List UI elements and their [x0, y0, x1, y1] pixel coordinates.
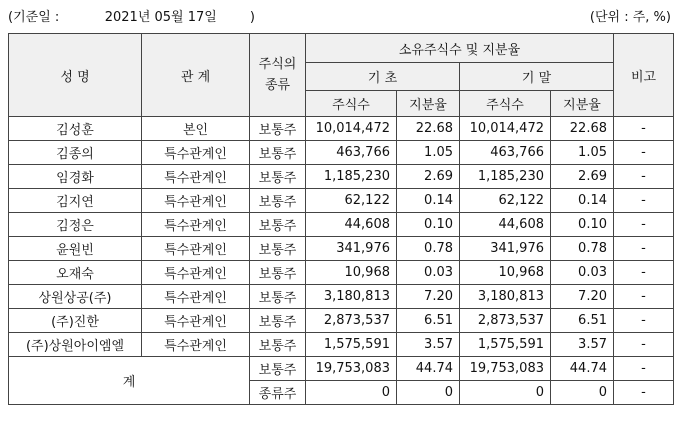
cell-type: 보통주: [250, 357, 306, 381]
col-holdings-group: 소유주식수 및 지분율: [306, 34, 614, 63]
cell-end-ratio: 0.10: [551, 213, 614, 237]
cell-type: 보통주: [250, 189, 306, 213]
cell-type: 보통주: [250, 237, 306, 261]
table-row: [9, 213, 674, 237]
cell-end-ratio: 7.20: [551, 285, 614, 309]
col-period-start: 기 초: [306, 63, 460, 91]
col-name: 성 명: [9, 34, 142, 117]
cell-relation: 특수관계인: [142, 213, 250, 237]
cell-type: 보통주: [250, 117, 306, 141]
cell-name: 김지연: [9, 189, 142, 213]
cell-start-shares: 44,608: [306, 213, 397, 237]
cell-end-shares: 19,753,083: [460, 357, 551, 381]
cell-end-shares: 1,185,230: [460, 165, 551, 189]
cell-start-ratio: 0.78: [397, 237, 460, 261]
cell-name: 김성훈: [9, 117, 142, 141]
cell-remark: -: [614, 309, 674, 333]
cell-type: 보통주: [250, 141, 306, 165]
cell-start-ratio: 0: [397, 381, 460, 405]
cell-remark: -: [614, 285, 674, 309]
cell-end-shares: 44,608: [460, 213, 551, 237]
cell-end-shares: 1,575,591: [460, 333, 551, 357]
cell-type: 보통주: [250, 309, 306, 333]
cell-start-ratio: 1.05: [397, 141, 460, 165]
cell-start-shares: 62,122: [306, 189, 397, 213]
col-relation: 관 계: [142, 34, 250, 117]
col-period-end: 기 말: [460, 63, 614, 91]
cell-end-ratio: 22.68: [551, 117, 614, 141]
cell-remark: -: [614, 357, 674, 381]
cell-end-ratio: 6.51: [551, 309, 614, 333]
cell-relation: 특수관계인: [142, 333, 250, 357]
cell-start-ratio: 22.68: [397, 117, 460, 141]
base-date-close: ): [249, 10, 255, 25]
cell-remark: -: [614, 261, 674, 285]
table-caption: [8, 6, 671, 26]
cell-start-ratio: 44.74: [397, 357, 460, 381]
cell-name: 임경화: [9, 165, 142, 189]
table-row: [9, 285, 674, 309]
cell-start-ratio: 2.69: [397, 165, 460, 189]
cell-relation: 특수관계인: [142, 141, 250, 165]
cell-relation: 특수관계인: [142, 165, 250, 189]
cell-start-shares: 3,180,813: [306, 285, 397, 309]
cell-start-shares: 341,976: [306, 237, 397, 261]
cell-end-ratio: 3.57: [551, 333, 614, 357]
cell-start-shares: 2,873,537: [306, 309, 397, 333]
cell-relation: 특수관계인: [142, 189, 250, 213]
cell-start-ratio: 0.03: [397, 261, 460, 285]
cell-end-shares: 0: [460, 381, 551, 405]
cell-remark: -: [614, 381, 674, 405]
base-date-label: (기준일 :: [8, 10, 60, 25]
cell-end-ratio: 0.03: [551, 261, 614, 285]
col-stock-type: 주식의 종류: [250, 34, 306, 117]
cell-start-shares: 1,575,591: [306, 333, 397, 357]
col-start-ratio: 지분율: [397, 91, 460, 117]
col-end-ratio: 지분율: [551, 91, 614, 117]
cell-start-ratio: 0.14: [397, 189, 460, 213]
cell-end-shares: 3,180,813: [460, 285, 551, 309]
col-end-shares: 주식수: [460, 91, 551, 117]
base-date-value: 2021년 05월 17일: [104, 10, 217, 25]
table-row: [9, 165, 674, 189]
cell-type: 종류주: [250, 381, 306, 405]
table-row: [9, 189, 674, 213]
cell-type: 보통주: [250, 333, 306, 357]
cell-remark: -: [614, 141, 674, 165]
cell-start-shares: 463,766: [306, 141, 397, 165]
cell-end-shares: 463,766: [460, 141, 551, 165]
cell-type: 보통주: [250, 285, 306, 309]
table-row: [9, 141, 674, 165]
table-row: [9, 237, 674, 261]
unit-label: (단위 : 주, %): [589, 10, 671, 25]
cell-end-shares: 10,968: [460, 261, 551, 285]
table-row: [9, 261, 674, 285]
shareholding-table: [8, 33, 674, 405]
table-row: [9, 309, 674, 333]
cell-end-shares: 62,122: [460, 189, 551, 213]
cell-start-shares: 10,968: [306, 261, 397, 285]
cell-start-shares: 0: [306, 381, 397, 405]
cell-relation: 특수관계인: [142, 309, 250, 333]
cell-name: 김정은: [9, 213, 142, 237]
cell-start-ratio: 3.57: [397, 333, 460, 357]
cell-start-shares: 1,185,230: [306, 165, 397, 189]
cell-end-ratio: 0.78: [551, 237, 614, 261]
col-remarks: 비고: [614, 34, 674, 117]
cell-end-ratio: 44.74: [551, 357, 614, 381]
cell-start-shares: 10,014,472: [306, 117, 397, 141]
cell-relation: 특수관계인: [142, 237, 250, 261]
base-date: [8, 6, 255, 25]
table-row: [9, 117, 674, 141]
cell-end-ratio: 0.14: [551, 189, 614, 213]
cell-type: 보통주: [250, 213, 306, 237]
total-row: [9, 357, 674, 381]
cell-end-ratio: 0: [551, 381, 614, 405]
cell-remark: -: [614, 189, 674, 213]
col-start-shares: 주식수: [306, 91, 397, 117]
cell-name: 상원상공(주): [9, 285, 142, 309]
cell-type: 보통주: [250, 165, 306, 189]
table-row: [9, 333, 674, 357]
cell-end-ratio: 1.05: [551, 141, 614, 165]
cell-start-ratio: 6.51: [397, 309, 460, 333]
cell-start-ratio: 0.10: [397, 213, 460, 237]
total-label: 계: [9, 357, 250, 405]
cell-relation: 본인: [142, 117, 250, 141]
cell-start-shares: 19,753,083: [306, 357, 397, 381]
cell-end-shares: 341,976: [460, 237, 551, 261]
cell-remark: -: [614, 333, 674, 357]
cell-end-shares: 2,873,537: [460, 309, 551, 333]
cell-name: 윤원빈: [9, 237, 142, 261]
cell-end-shares: 10,014,472: [460, 117, 551, 141]
cell-end-ratio: 2.69: [551, 165, 614, 189]
cell-relation: 특수관계인: [142, 261, 250, 285]
cell-relation: 특수관계인: [142, 285, 250, 309]
cell-remark: -: [614, 165, 674, 189]
cell-type: 보통주: [250, 261, 306, 285]
cell-remark: -: [614, 117, 674, 141]
cell-name: (주)진한: [9, 309, 142, 333]
cell-remark: -: [614, 237, 674, 261]
cell-start-ratio: 7.20: [397, 285, 460, 309]
cell-name: 오재숙: [9, 261, 142, 285]
cell-remark: -: [614, 213, 674, 237]
cell-name: (주)상원아이엠엘: [9, 333, 142, 357]
cell-name: 김종의: [9, 141, 142, 165]
